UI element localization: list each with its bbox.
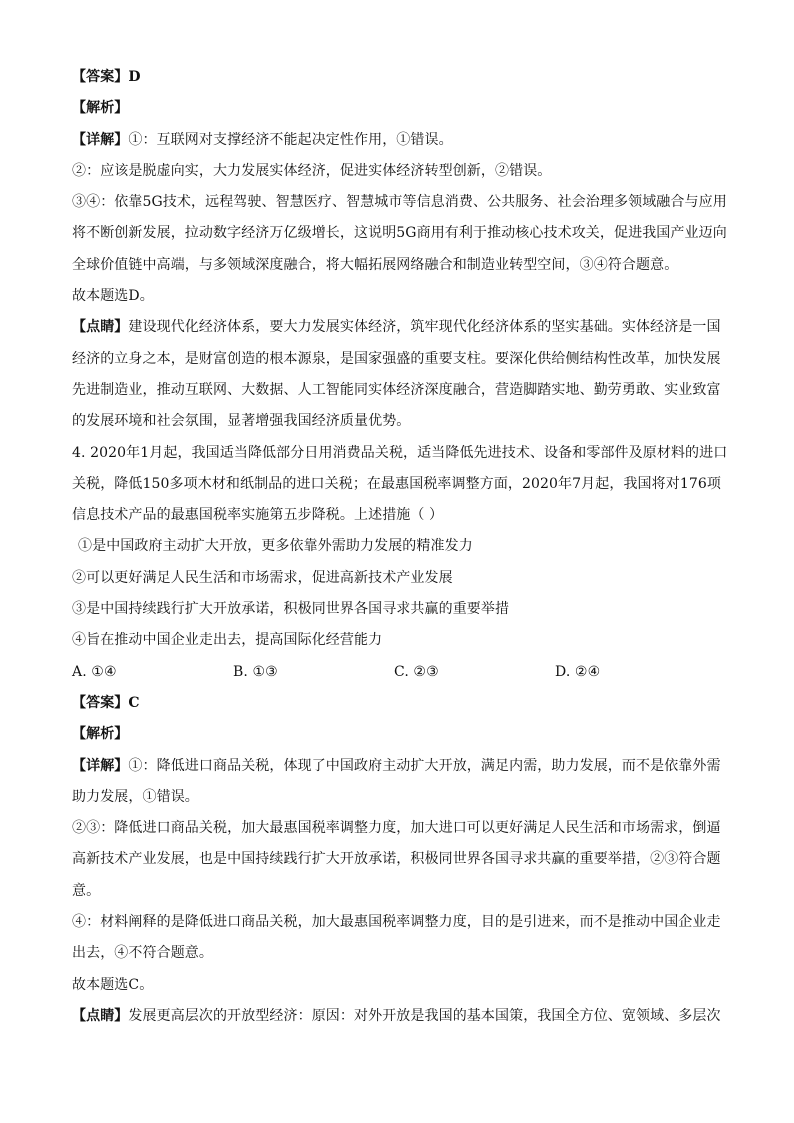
q3-detail-line: 【详解】①：互联网对支撑经济不能起决定性作用，①错误。 — [72, 131, 453, 148]
q4-analysis-heading: 【解析】 — [72, 726, 129, 743]
q3-detail-line: 将不断创新发展，拉动数字经济万亿级增长，这说明5G商用有利于推动核心技术攻关，促进我国产业迈向 — [72, 225, 727, 242]
q4-detail-line: 意。 — [72, 882, 101, 899]
q3-detail-line: 全球价值链中高端，与多领域深度融合，将大幅拓展网络融合和制造业转型空间，③④符合题意。 — [72, 256, 679, 273]
document-page — [72, 62, 726, 1032]
q4-detail-line: 出去，④不符合题意。 — [72, 945, 213, 962]
q3-detail-line: ③④：依靠5G技术，远程驾驶、智慧医疗、智慧城市等信息消费、公共服务、社会治理多领域融合与应用 — [72, 194, 727, 211]
option-d: D. ②④ — [555, 663, 601, 680]
q3-answer: 【答案】D — [72, 69, 141, 85]
q4-statement: ③是中国持续践行扩大开放承诺，积极同世界各国寻求共赢的重要举措 — [72, 601, 510, 618]
q4-comment-label: 【点睛】 — [72, 1007, 129, 1024]
q4-detail-line: 【详解】①：降低进口商品关税，体现了中国政府主动扩大开放，满足内需，助力发展，而不是依靠外需 — [72, 757, 721, 774]
q4-detail-line: ④：材料阐释的是降低进口商品关税，加大最惠国税率调整力度，目的是引进来，而不是推动中国企业走 — [72, 914, 721, 931]
q3-detail-label: 【详解】 — [72, 131, 129, 148]
q4-statement: ④旨在推动中国企业走出去，提高国际化经营能力 — [72, 632, 383, 649]
q4-options — [72, 657, 726, 688]
q4-detail-line: 助力发展，①错误。 — [72, 788, 199, 805]
q4-answer: 【答案】C — [72, 694, 140, 711]
q4-conclusion: 故本题选C。 — [72, 976, 154, 993]
option-c: C. ②③ — [394, 663, 439, 680]
q3-comment-label: 【点睛】 — [72, 319, 129, 336]
q3-analysis-heading: 【解析】 — [72, 100, 129, 117]
q4-stem-line: 信息技术产品的最惠国税率实施第五步降税。上述措施（ ） — [72, 507, 444, 524]
q3-comment-line: 先进制造业，推动互联网、大数据、人工智能同实体经济深度融合，营造脚踏实地、勤劳勇敢、实业致富 — [72, 381, 721, 398]
q3-comment-line: 经济的立身之本，是财富创造的根本源泉，是国家强盛的重要支柱。要深化供给侧结构性改革，加快发展 — [72, 350, 721, 367]
q4-detail-line: 高新技术产业发展，也是中国持续践行扩大开放承诺，积极同世界各国寻求共赢的重要举措，②③符合题 — [72, 851, 721, 868]
q3-comment-line: 的发展环境和社会氛围，显著增强我国经济质量优势。 — [72, 413, 411, 430]
q4-detail-line: ②③：降低进口商品关税，加大最惠国税率调整力度，加大进口可以更好满足人民生活和市场需求，倒逼 — [72, 820, 721, 837]
q3-comment-line: 【点睛】建设现代化经济体系，要大力发展实体经济，筑牢现代化经济体系的坚实基础。实体经济是一国 — [72, 319, 721, 336]
q3-detail-line: ②：应该是脱虚向实，大力发展实体经济，促进实体经济转型创新，②错误。 — [72, 162, 552, 179]
q4-stem-line: 4. 2020年1月起，我国适当降低部分日用消费品关税，适当降低先进技术、设备和零部件及原材料的进口 — [72, 444, 728, 461]
q4-statement: ②可以更好满足人民生活和市场需求，促进高新技术产业发展 — [72, 569, 453, 586]
q4-comment-line: 【点睛】发展更高层次的开放型经济：原因：对外开放是我国的基本国策，我国全方位、宽领域、多层次 — [72, 1007, 721, 1024]
q4-detail-label: 【详解】 — [72, 757, 129, 774]
q4-statement: ①是中国政府主动扩大开放，更多依靠外需助力发展的精准发力 — [78, 538, 473, 555]
option-a: A. ①④ — [72, 663, 117, 680]
option-b: B. ①③ — [233, 663, 278, 680]
q4-stem-line: 关税，降低150多项木材和纸制品的进口关税；在最惠国税率调整方面，2020年7月起，我国将对176项 — [72, 475, 721, 492]
q3-conclusion: 故本题选D。 — [72, 288, 154, 305]
